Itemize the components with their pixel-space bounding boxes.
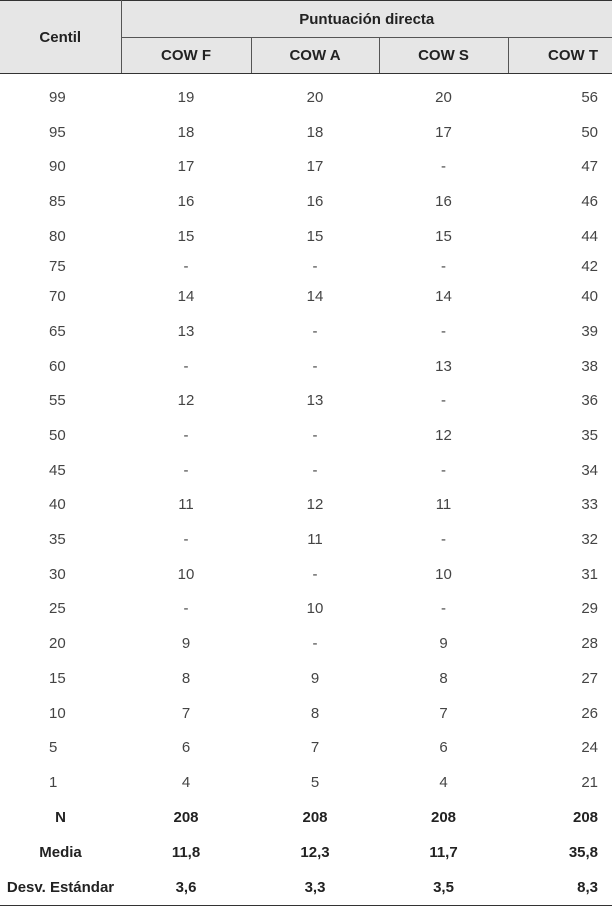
value-cell: 24 (581, 739, 599, 757)
value-cell: - (441, 461, 446, 479)
value-cell: 32 (581, 531, 599, 549)
table-row (0, 279, 612, 314)
value-cell: - (183, 427, 189, 445)
centil-cell: 90 (49, 158, 66, 176)
value-cell: 27 (581, 669, 599, 687)
value-cell: - (183, 531, 189, 549)
value-cell: 11 (307, 531, 323, 549)
centil-cell: 30 (49, 565, 66, 583)
value-cell: 13 (177, 322, 195, 340)
stat-value: 3,3 (251, 870, 379, 906)
value-cell: - (312, 427, 318, 445)
value-cell: 20 (306, 88, 324, 106)
table-row (0, 522, 612, 557)
value-cell: 16 (306, 192, 324, 210)
value-cell: 12 (177, 392, 195, 410)
centil-cell: 55 (49, 392, 66, 410)
header-puntuacion-directa: Puntuación directa (121, 1, 612, 38)
value-cell: 16 (435, 192, 452, 210)
value-cell: 8 (439, 669, 448, 687)
value-cell: 31 (581, 565, 599, 583)
value-cell: 5 (310, 773, 320, 791)
centil-cell: 80 (49, 227, 66, 245)
value-cell: 9 (310, 669, 320, 687)
value-cell: 11 (178, 496, 194, 514)
value-cell: 46 (581, 192, 599, 210)
value-cell: - (183, 461, 189, 479)
stat-value: 12,3 (300, 843, 330, 861)
value-cell: 42 (581, 257, 599, 275)
stat-value: 208 (173, 808, 199, 826)
stat-label: N (55, 808, 66, 826)
value-cell: 12 (306, 496, 324, 514)
centil-cell: 25 (49, 600, 66, 618)
stat-value: 208 (430, 808, 457, 826)
value-cell: 4 (439, 773, 448, 791)
value-cell: 39 (581, 322, 599, 340)
table-row (0, 626, 612, 661)
centil-cell: 5 (49, 739, 58, 757)
value-cell: 17 (177, 158, 195, 176)
value-cell: - (312, 322, 318, 340)
value-cell: 56 (581, 88, 599, 106)
value-cell: 28 (581, 635, 599, 653)
value-cell: 9 (439, 635, 448, 653)
value-cell: 40 (581, 288, 599, 306)
value-cell: 14 (306, 288, 324, 306)
value-cell: 15 (177, 227, 195, 245)
header-cow-t: COW T (508, 38, 612, 74)
table-row (0, 592, 612, 627)
value-cell: 11 (435, 496, 452, 514)
centil-cell: 70 (49, 288, 66, 306)
centil-cell: 60 (49, 357, 66, 375)
table-row (0, 488, 612, 523)
stat-value: 11,8 (171, 843, 201, 861)
centil-cell: 85 (49, 192, 66, 210)
table-row (0, 314, 612, 349)
centil-cell: 1 (49, 773, 58, 791)
value-cell: 38 (581, 357, 599, 375)
stat-value: 35,8 (568, 843, 599, 861)
value-cell: 33 (581, 496, 599, 514)
header-centil: Centil (0, 1, 121, 74)
centil-cell: 95 (49, 123, 66, 141)
value-cell: - (183, 357, 189, 375)
centil-cell: 20 (49, 635, 66, 653)
table-row (0, 765, 612, 800)
value-cell: 50 (581, 123, 599, 141)
centil-cell: 50 (49, 427, 66, 445)
value-cell: 47 (581, 158, 599, 176)
value-cell: - (312, 357, 318, 375)
value-cell: 10 (306, 600, 324, 618)
table-row (0, 184, 612, 219)
value-cell: 10 (435, 565, 452, 583)
value-cell: 18 (306, 123, 324, 141)
value-cell: 12 (435, 427, 452, 445)
table-header (0, 1, 612, 74)
value-cell: 7 (310, 739, 320, 757)
table-body (0, 74, 612, 906)
table-row (0, 557, 612, 592)
value-cell: 17 (435, 123, 452, 141)
table-row (0, 696, 612, 731)
value-cell: 14 (435, 288, 452, 306)
table-row (0, 418, 612, 453)
value-cell: 29 (581, 600, 599, 618)
centil-cell: 10 (49, 704, 66, 722)
stat-value: 11,7 (429, 843, 458, 861)
value-cell: - (312, 461, 318, 479)
value-cell: 9 (181, 635, 191, 653)
value-cell: - (441, 158, 446, 176)
table-row (0, 253, 612, 279)
table-row (0, 661, 612, 696)
centil-cell: 75 (49, 257, 66, 275)
header-cow-f: COW F (121, 38, 251, 74)
table-row (0, 149, 612, 184)
value-cell: 15 (435, 227, 452, 245)
centil-cell: 35 (49, 531, 66, 549)
value-cell: - (441, 600, 446, 618)
centil-cell: 65 (49, 322, 66, 340)
stat-value: 8,3 (508, 870, 612, 906)
table-row (0, 115, 612, 150)
value-cell: 15 (306, 227, 324, 245)
value-cell: 7 (181, 704, 191, 722)
stat-label: Desv. Estándar (0, 870, 121, 906)
value-cell: 36 (581, 392, 599, 410)
value-cell: 17 (306, 158, 324, 176)
stat-value: 3,6 (121, 870, 251, 906)
stat-label: Media (39, 843, 82, 861)
table-row (0, 730, 612, 765)
table-row (0, 453, 612, 488)
value-cell: 14 (177, 288, 195, 306)
centil-cell: 40 (49, 496, 66, 514)
value-cell: - (312, 635, 318, 653)
value-cell: 19 (177, 88, 195, 106)
table-row (0, 74, 612, 115)
value-cell: 8 (181, 669, 191, 687)
value-cell: - (312, 565, 318, 583)
stat-value: 208 (573, 808, 599, 826)
stat-row (0, 835, 612, 870)
value-cell: 10 (177, 565, 195, 583)
value-cell: 20 (435, 88, 452, 106)
value-cell: 13 (435, 357, 452, 375)
value-cell: - (441, 392, 446, 410)
stat-row (0, 800, 612, 835)
value-cell: - (441, 257, 446, 275)
centil-cell: 45 (49, 461, 66, 479)
value-cell: - (441, 322, 446, 340)
table-row (0, 349, 612, 384)
value-cell: 16 (177, 192, 195, 210)
value-cell: 6 (181, 739, 191, 757)
value-cell: 44 (581, 227, 599, 245)
header-cow-a: COW A (251, 38, 379, 74)
value-cell: 7 (439, 704, 448, 722)
value-cell: 26 (581, 704, 599, 722)
value-cell: 4 (181, 773, 191, 791)
stat-value: 208 (302, 808, 328, 826)
value-cell: 21 (581, 773, 599, 791)
centil-cell: 99 (49, 88, 66, 106)
value-cell: - (183, 257, 189, 275)
stat-value: 3,5 (379, 870, 508, 906)
centil-cell: 15 (49, 669, 66, 687)
table-row (0, 384, 612, 419)
value-cell: 35 (581, 427, 599, 445)
value-cell: - (183, 600, 189, 618)
value-cell: 8 (310, 704, 320, 722)
table-row (0, 219, 612, 254)
value-cell: - (312, 257, 318, 275)
value-cell: 18 (177, 123, 195, 141)
header-cow-s: COW S (379, 38, 508, 74)
value-cell: 6 (439, 739, 448, 757)
value-cell: 34 (581, 461, 599, 479)
value-cell: - (441, 531, 446, 549)
value-cell: 13 (306, 392, 324, 410)
